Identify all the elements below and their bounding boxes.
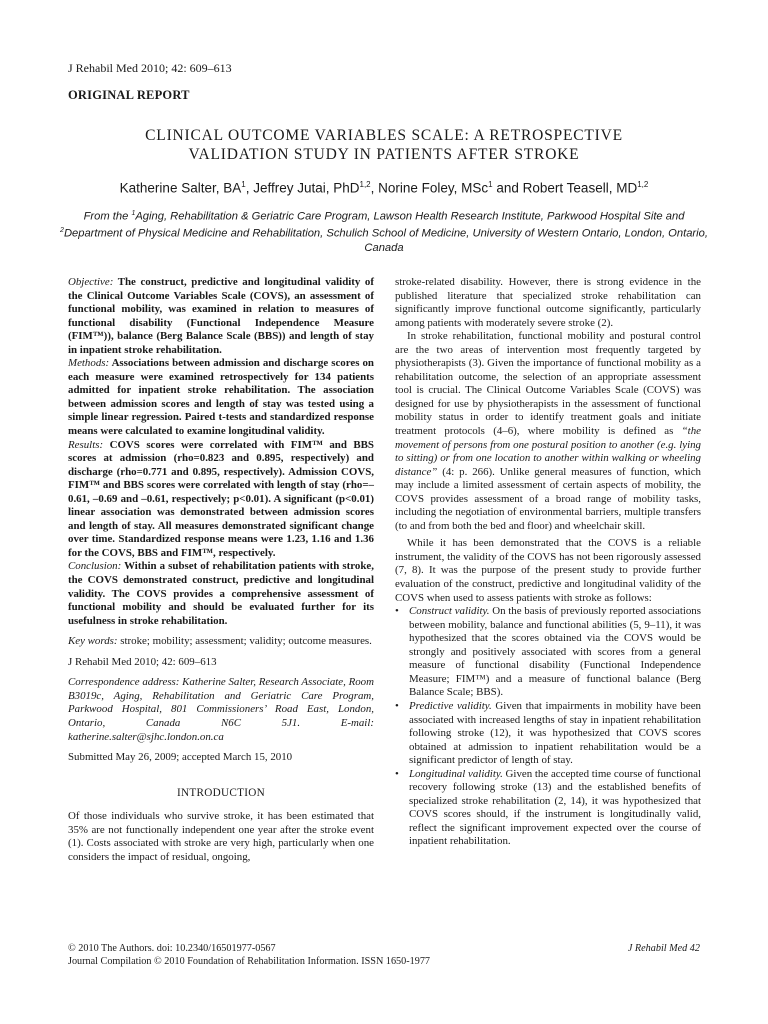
author-4: and Robert Teasell, MD bbox=[492, 180, 638, 196]
author-1-affiliation: 1 bbox=[241, 180, 246, 189]
journal-reference-abstract: J Rehabil Med 2010; 42: 609–613 bbox=[68, 655, 217, 668]
hypothesis-predictive bbox=[395, 700, 701, 768]
abstract-results bbox=[68, 439, 374, 561]
keywords-label: Key words: bbox=[68, 635, 118, 648]
bullet-icon: • bbox=[395, 699, 399, 712]
mobility-definition-quote: “the movement of persons from one postural position to another (e.g. lying to sitting) or from one location to another within walking or wheeling distance” bbox=[395, 425, 701, 478]
journal-running-head: J Rehabil Med 42 bbox=[627, 943, 700, 954]
hypothesis-label: Longitudinal validity. bbox=[409, 767, 503, 780]
paragraph-2-end: (4: p. 266). Unlike general measures of function, which may include a limited assessment of certain aspects of mobility, the COVS provides assessment of a broad range of mobility tasks, including the negotiation of environmental barriers, multiple transfers (to and from both the bed and floor) and wheelchair skill. bbox=[395, 465, 701, 532]
article-title bbox=[60, 126, 708, 164]
results-text: COVS scores were correlated with FIM™ and BBS scores at admission (rho=0.823 and 0.895, respectively) and discharge (rho=0.771 and 0.895, respectively). Admission COVS, FIM™ and BBS scores were correlated with length of stay (rho=–0.61, –0.69 and –0.61, respectively; p<0.01). A significant (p<0.01) linear association was demonstrated between admission scores and length of stay. All measures demonstrated significant change over time. Standardized response means were 1.23, 1.16 and 1.36 for the COVS, BBS and FIM™, respectively. bbox=[68, 438, 374, 559]
paragraph-2-text: In stroke rehabilitation, functional mobility and postural control are the two areas of intervention most frequently targeted by physiotherapists (3). Given the importance of functional mobility as a rehabilitation outcome, the selection of an appropriate assessment tool is crucial. The Clinical Outcome Variables Scale (COVS) was designed for use by physiotherapists in the assessment of functional mobility status in order to identify treatment goals and initiate treatment protocols (4–6), where mobility is defined as bbox=[395, 330, 701, 438]
submission-dates: Submitted May 26, 2009; accepted March 15, 2010 bbox=[68, 751, 293, 764]
affiliation-sup-1: 1 bbox=[131, 210, 136, 217]
introduction-paragraph-1: Of those individuals who survive stroke, it has been estimated that 35% are not functionally independent one year after the stroke event (1). Costs associated with stroke are very high, particularly when one considers the impact of residual, ongoing, bbox=[68, 810, 374, 863]
correspondence-text: Katherine Salter, Research Associate, Room B3019c, Aging, Rehabilitation and Geriatric Care Program, Parkwood Hospital, 801 Commissioners’ Road East, London, Ontario, Canada N6C 5J1. E-mail: katherine.salter@sjhc.london.on.ca bbox=[68, 676, 374, 743]
affiliation-sup-2: 2 bbox=[60, 227, 64, 235]
affiliation-block bbox=[58, 207, 710, 256]
introduction-paragraph-3: While it has been demonstrated that the COVS is a reliable instrument, the validity of the COVS has not been rigorously assessed (7, 8). It was the purpose of the present study to provide further evaluation of the construct, predictive and longitudinal validity of the COVS when used to assess patients with stroke as follows: bbox=[395, 537, 701, 604]
keywords bbox=[68, 635, 374, 649]
abstract-methods bbox=[68, 357, 374, 438]
report-type-label: ORIGINAL REPORT bbox=[68, 88, 190, 102]
author-list bbox=[40, 180, 728, 196]
results-label: Results: bbox=[68, 438, 104, 451]
copyright-line: © 2010 The Authors. doi: 10.2340/16501977-0567 bbox=[68, 943, 276, 954]
introduction-paragraph-2 bbox=[395, 330, 701, 533]
objective-label: Objective: bbox=[68, 276, 114, 288]
hypothesis-text: On the basis of previously reported associations between mobility, balance and functional abilities (5, 9–11), it was hypothesized that the scores obtained via the COVS would be strongly and positively associated with scores from a general measure of functional disability (Functional Independence Measure; FIM™) and a measure of functional balance (Berg Balance Scale; BBS). bbox=[409, 605, 701, 699]
abstract-conclusion bbox=[68, 560, 374, 628]
conclusion-text: Within a subset of rehabilitation patients with stroke, the COVS demonstrated construct, predictive and longitudinal validity. The COVS provides a comprehensive assessment of functional mobility and should be evaluated further for its usefulness in stroke rehabilitation. bbox=[68, 560, 374, 627]
journal-reference: J Rehabil Med 2010; 42: 609–613 bbox=[68, 61, 232, 75]
author-2-affiliation: 1,2 bbox=[359, 180, 371, 189]
correspondence-address bbox=[68, 676, 374, 744]
conclusion-label: Conclusion: bbox=[68, 560, 122, 573]
introduction-heading: INTRODUCTION bbox=[176, 786, 266, 799]
author-2: , Jeffrey Jutai, PhD bbox=[245, 180, 360, 196]
hypothesis-label: Predictive validity. bbox=[409, 699, 492, 712]
hypothesis-longitudinal bbox=[395, 768, 701, 849]
objective-text: The construct, predictive and longitudinal validity of the Clinical Outcome Variables Scale (COVS), an assessment of functional mobility, was examined in relation to measures of functional disability (Functional Independence Measure (FIM™)), balance (Berg Balance Scale (BBS)) and length of stay in inpatient stroke rehabilitation. bbox=[68, 276, 374, 356]
correspondence-label: Correspondence address: bbox=[68, 676, 180, 689]
abstract bbox=[68, 276, 374, 628]
keywords-text: stroke; mobility; assessment; validity; outcome measures. bbox=[117, 635, 372, 648]
introduction-paragraph-1-continued: stroke-related disability. However, there is strong evidence in the published literature that specialized stroke rehabilitation can significantly improve functional outcome significantly, particularly among patients with moderately severe stroke (2). bbox=[395, 276, 701, 329]
author-3-affiliation: 1 bbox=[488, 180, 493, 189]
page-footer bbox=[68, 942, 700, 968]
hypothesis-text: Given the accepted time course of functional recovery following stroke (13) and the established benefits of specialized stroke rehabilitation (2, 14), it was hypothesized that COVS scores should, if the instrument is longitudinally valid, reflect the significant improvement expected over the course of inpatient rehabilitation. bbox=[409, 767, 701, 848]
methods-text: Associations between admission and discharge scores on each measure were examined retrospectively for 134 patients admitted for inpatient stroke rehabilitation. The association between admission scores and length of stay was tested using a simple linear regression. Paired t-tests and standardized response means were calculated to examine longitudinal validity. bbox=[68, 357, 374, 438]
author-3: , Norine Foley, MSc bbox=[370, 180, 489, 196]
author-4-affiliation: 1,2 bbox=[637, 180, 649, 189]
journal-compilation-line: Journal Compilation © 2010 Foundation of Rehabilitation Information. ISSN 1650-1977 bbox=[68, 956, 431, 967]
author-1: Katherine Salter, BA bbox=[119, 180, 242, 196]
methods-label: Methods: bbox=[68, 357, 110, 370]
title-line-2: VALIDATION STUDY IN PATIENTS AFTER STROKE bbox=[188, 146, 580, 163]
hypothesis-construct bbox=[395, 605, 701, 700]
hypothesis-label: Construct validity. bbox=[409, 605, 490, 618]
affiliation-text-2: Aging, Rehabilitation & Geriatric Care Program, Lawson Health Research Institute, Parkwood Hospital Site and bbox=[135, 210, 685, 223]
title-line-1: CLINICAL OUTCOME VARIABLES SCALE: A RETROSPECTIVE bbox=[145, 127, 623, 144]
affiliation-text-3: Department of Physical Medicine and Rehabilitation, Schulich School of Medicine, University of Western Ontario, London, Ontario, Canada bbox=[63, 227, 708, 255]
affiliation-text-1: From the bbox=[83, 210, 132, 223]
right-column bbox=[395, 276, 701, 849]
abstract-objective bbox=[68, 276, 374, 357]
hypothesis-text: Given that impairments in mobility have been associated with increased lengths of stay in inpatient rehabilitation following stroke (12), it was hypothesized that COVS scores obtained at admission to inpatient rehabilitation would be a significant predictor of length of stay. bbox=[409, 699, 701, 767]
left-column bbox=[68, 276, 374, 864]
bullet-icon: • bbox=[395, 767, 399, 780]
bullet-icon: • bbox=[395, 605, 399, 618]
